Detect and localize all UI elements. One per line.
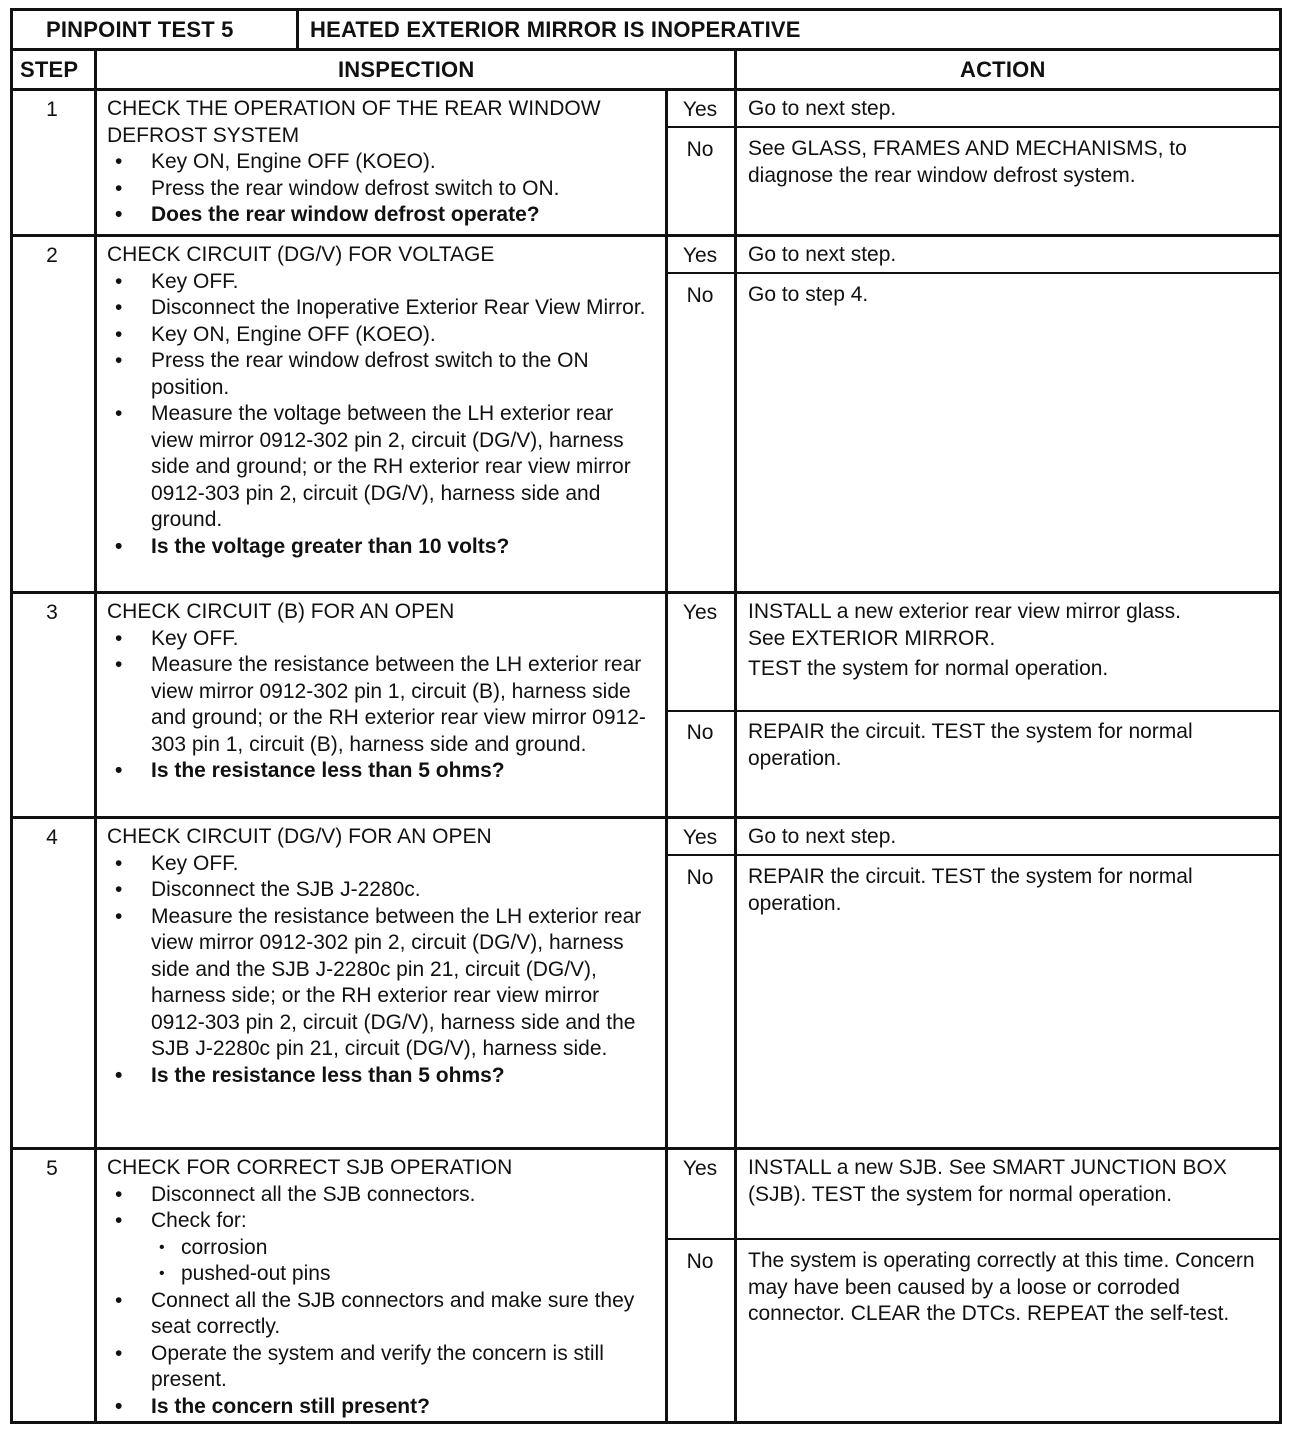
step-question: • Is the resistance less than 5 ohms?: [107, 1063, 652, 1090]
no-label: No: [686, 866, 714, 889]
step-question: • Is the resistance less than 5 ohms?: [107, 758, 652, 785]
list-item: • Key OFF.: [107, 851, 652, 878]
list-item: • Key OFF.: [107, 269, 652, 296]
no-label: No: [686, 138, 714, 161]
step-question: • Does the rear window defrost operate?: [107, 202, 652, 229]
step-question: • Is the concern still present?: [107, 1394, 652, 1421]
step-2-inspection: [107, 242, 652, 560]
step-title: CHECK CIRCUIT (DG/V) FOR VOLTAGE: [107, 243, 495, 266]
table-border-left: [10, 8, 13, 1424]
table-border-bottom: [10, 1421, 1282, 1424]
column-header-divider: [10, 88, 1282, 91]
list-item: • Key ON, Engine OFF (KOEO).: [107, 149, 652, 176]
step-number: 5: [46, 1157, 58, 1180]
yes-label: Yes: [682, 601, 718, 624]
list-item: • Key OFF.: [107, 626, 652, 653]
yes-action: Go to next step.: [748, 243, 897, 266]
step-number: 4: [46, 826, 58, 849]
yes-action-line: TEST the system for normal operation.: [748, 657, 1109, 680]
row-divider: [10, 1147, 1282, 1150]
step-number: 1: [46, 98, 58, 121]
no-action: REPAIR the circuit. TEST the system for normal operation.: [748, 720, 1193, 770]
yes-action: Go to next step.: [748, 825, 897, 848]
test-label: PINPOINT TEST 5: [46, 17, 234, 42]
header-divider: [10, 48, 1282, 51]
sub-list-item: • pushed-out pins: [107, 1261, 652, 1288]
list-item: • Check for:: [107, 1208, 652, 1235]
pinpoint-test-table: [10, 8, 1282, 1424]
yes-no-separator: [665, 1238, 1282, 1240]
yes-action-line: INSTALL a new exterior rear view mirror glass. See EXTERIOR MIRROR.: [748, 600, 1181, 650]
list-item: • Operate the system and verify the concern is still present.: [107, 1341, 652, 1394]
yes-no-separator: [665, 272, 1282, 274]
yes-label: Yes: [682, 1157, 718, 1180]
table-border-right: [1279, 8, 1282, 1424]
yes-label: Yes: [682, 826, 718, 849]
step-3-inspection: [107, 599, 652, 785]
yes-no-separator: [665, 854, 1282, 856]
list-item: • Disconnect all the SJB connectors.: [107, 1182, 652, 1209]
yes-no-separator: [665, 126, 1282, 128]
yes-action: [748, 599, 1208, 683]
no-action: See GLASS, FRAMES AND MECHANISMS, to diagnose the rear window defrost system.: [748, 137, 1187, 187]
no-action: Go to step 4.: [748, 283, 869, 306]
col-header-action: ACTION: [960, 57, 1046, 82]
step-1-inspection: [107, 96, 652, 229]
step-number: 3: [46, 601, 58, 624]
step-title: CHECK THE OPERATION OF THE REAR WINDOW DEFROST SYSTEM: [107, 97, 601, 147]
list-item: • Press the rear window defrost switch to the ON position.: [107, 348, 652, 401]
row-divider: [10, 591, 1282, 594]
row-divider: [10, 234, 1282, 237]
table-border-top: [10, 8, 1282, 11]
list-item: • Disconnect the SJB J-2280c.: [107, 877, 652, 904]
sub-list-item: • corrosion: [107, 1235, 652, 1262]
col-header-inspection: INSPECTION: [338, 57, 475, 82]
yes-label: Yes: [682, 244, 718, 267]
step-title: CHECK CIRCUIT (DG/V) FOR AN OPEN: [107, 825, 492, 848]
list-item: • Measure the voltage between the LH exterior rear view mirror 0912-302 pin 2, circuit (DG/V), harness side and ground; or the RH exterior rear view mirror 0912-303 pin 2, circuit (DG/V), harness side and ground.: [107, 401, 652, 534]
list-item: • Measure the resistance between the LH exterior rear view mirror 0912-302 pin 2, circuit (DG/V), harness side and the SJB J-2280c pin 21, circuit (DG/V), harness side; or the RH exterior rear view mirror 0912-303 pin 2, circuit (DG/V), harness side and the SJB J-2280c pin 21, circuit (DG/V), harness side.: [107, 904, 652, 1063]
test-title: HEATED EXTERIOR MIRROR IS INOPERATIVE: [310, 17, 801, 42]
no-action: The system is operating correctly at this time. Concern may have been caused by a loose or corroded connector. CLEAR the DTCs. REPEAT the self-test.: [748, 1249, 1255, 1325]
no-label: No: [686, 1250, 714, 1273]
no-label: No: [686, 284, 714, 307]
step-title: CHECK CIRCUIT (B) FOR AN OPEN: [107, 600, 455, 623]
list-item: • Connect all the SJB connectors and make sure they seat correctly.: [107, 1288, 652, 1341]
row-divider: [10, 816, 1282, 819]
step-column-divider: [94, 48, 97, 1424]
step-question: • Is the voltage greater than 10 volts?: [107, 534, 652, 561]
step-title: CHECK FOR CORRECT SJB OPERATION: [107, 1156, 513, 1179]
list-item: • Measure the resistance between the LH exterior rear view mirror 0912-302 pin 1, circuit (B), harness side and ground; or the RH exterior rear view mirror 0912-303 pin 1, circuit (B), harness side and ground.: [107, 652, 652, 758]
no-action: REPAIR the circuit. TEST the system for normal operation.: [748, 865, 1193, 915]
yes-no-separator: [665, 710, 1282, 712]
list-item: • Press the rear window defrost switch to ON.: [107, 176, 652, 203]
step-number: 2: [46, 244, 58, 267]
yes-label: Yes: [682, 98, 718, 121]
yes-action: Go to next step.: [748, 97, 897, 120]
no-label: No: [686, 721, 714, 744]
list-item: • Key ON, Engine OFF (KOEO).: [107, 322, 652, 349]
step-5-inspection: [107, 1155, 652, 1420]
step-4-inspection: [107, 824, 652, 1089]
col-header-step: STEP: [20, 57, 79, 82]
title-divider: [296, 8, 299, 48]
list-item: • Disconnect the Inoperative Exterior Rear View Mirror.: [107, 295, 652, 322]
yes-action: INSTALL a new SJB. See SMART JUNCTION BOX (SJB). TEST the system for normal operation.: [748, 1156, 1227, 1206]
